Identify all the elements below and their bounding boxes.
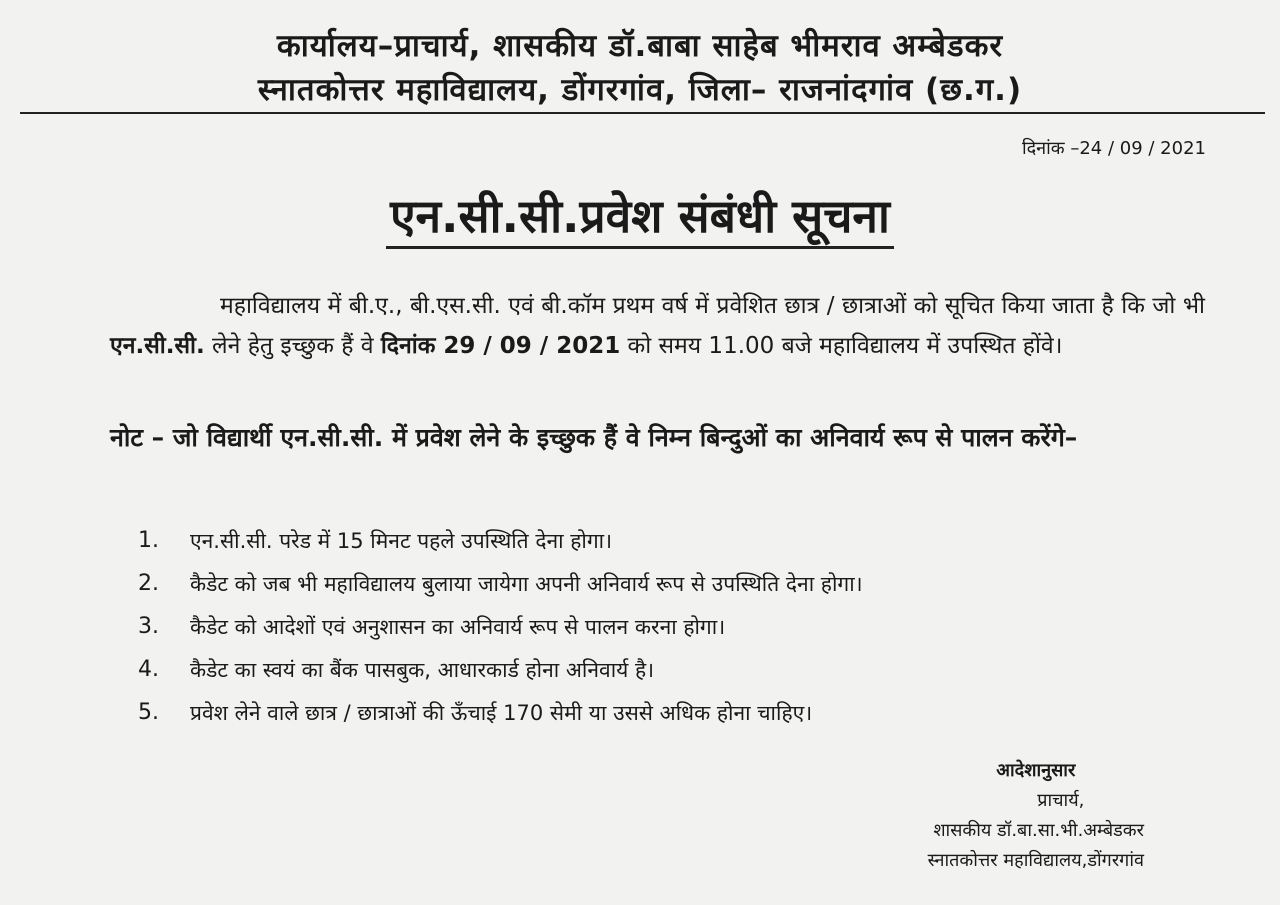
list-item: [138, 691, 1198, 734]
signature-designation: प्राचार्य,: [1037, 790, 1085, 811]
list-item: [138, 648, 1198, 691]
list-item-text: प्रवेश लेने वाले छात्र / छात्राओं की ऊँचाई 170 सेमी या उससे अधिक होना चाहिए।: [190, 700, 813, 725]
paragraph-text-c: लेने हेतु इच्छुक हैं वे: [204, 333, 381, 359]
signature-order: आदेशानुसार: [996, 760, 1076, 781]
notice-title-wrap: [0, 186, 1280, 249]
list-item-text: कैडेट का स्वयं का बैंक पासबुक, आधारकार्ड होना अनिवार्य है।: [190, 657, 655, 682]
header-divider: [20, 112, 1265, 114]
list-item-number: 2.: [138, 571, 159, 596]
paragraph-date-bold: दिनांक 29 / 09 / 2021: [380, 333, 621, 359]
list-item-number: 5.: [138, 700, 159, 725]
office-header-line-2: स्नातकोत्तर महाविद्यालय, डोंगरगांव, जिला– राजनांदगांव (छ.ग.): [257, 72, 1023, 108]
paragraph-text-a: महाविद्यालय में बी.ए., बी.एस.सी. एवं बी.कॉम प्रथम वर्ष में प्रवेशित छात्र / छात्राओं को सूचित किया जाता है कि जो भी: [220, 293, 1205, 319]
list-item-number: 4.: [138, 657, 159, 682]
paragraph-ncc-bold: एन.सी.सी.: [110, 333, 205, 359]
list-item-text: कैडेट को जब भी महाविद्यालय बुलाया जायेगा अपनी अनिवार्य रूप से उपस्थिति देना होगा।: [190, 571, 863, 596]
office-header-line-1: कार्यालय–प्राचार्य, शासकीय डॉ.बाबा साहेब भीमराव अम्बेडकर: [276, 28, 1004, 64]
signature-college-line-2: स्नातकोत्तर महाविद्यालय,डोंगरगांव: [927, 850, 1144, 871]
note-heading: नोट – जो विद्यार्थी एन.सी.सी. में प्रवेश लेने के इच्छुक हैं वे निम्न बिन्दुओं का अनिवार्य रूप से पालन करेंगे–: [110, 423, 1078, 452]
list-item: [138, 605, 1198, 648]
notice-date: दिनांक –24 / 09 / 2021: [1021, 138, 1206, 159]
list-item-number: 1.: [138, 528, 159, 553]
notice-paragraph: [110, 286, 1205, 366]
notice-title: एन.सी.सी.प्रवेश संबंधी सूचना: [386, 186, 894, 249]
list-item: [138, 562, 1198, 605]
signature-college-line-1: शासकीय डॉ.बा.सा.भी.अम्बेडकर: [933, 820, 1144, 841]
list-item-text: कैडेट को आदेशों एवं अनुशासन का अनिवार्य रूप से पालन करना होगा।: [190, 614, 726, 639]
signature-block: [928, 756, 1144, 876]
paragraph-text-e: को समय 11.00 बजे महाविद्यालय में उपस्थित होंवे।: [620, 333, 1063, 359]
points-list: [138, 519, 1198, 734]
list-item-number: 3.: [138, 614, 159, 639]
list-item-text: एन.सी.सी. परेड में 15 मिनट पहले उपस्थिति देना होगा।: [190, 528, 613, 553]
list-item: [138, 519, 1198, 562]
